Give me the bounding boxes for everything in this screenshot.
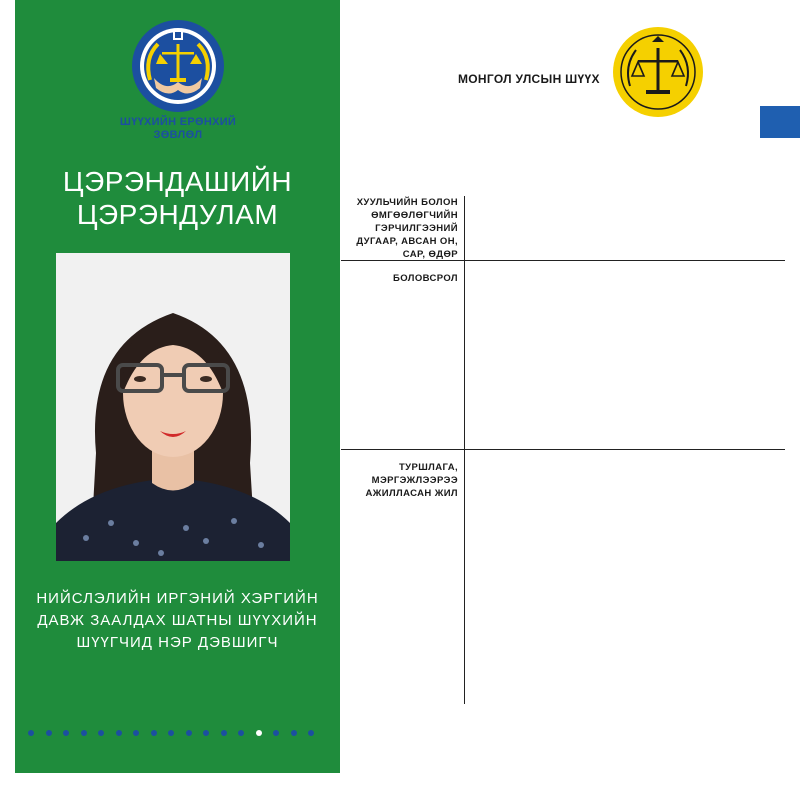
pagination-dot[interactable] (116, 730, 122, 736)
row-label-education (333, 272, 458, 285)
candidate-name (15, 165, 340, 231)
court-scales-emblem-icon (612, 26, 704, 118)
pagination-dot[interactable] (133, 730, 139, 736)
pagination-dot[interactable] (186, 730, 192, 736)
table-vertical-divider (464, 196, 465, 704)
table-divider-2 (341, 449, 785, 450)
row-label-license (333, 196, 458, 261)
court-label: МОНГОЛ УЛСЫН ШҮҮХ (458, 72, 600, 86)
caption-line1: НИЙСЛЭЛИЙН ИРГЭНИЙ ХЭРГИЙН (36, 590, 319, 607)
row-label-line: ГЭРЧИЛГЭЭНИЙ (375, 223, 458, 234)
pagination-dot[interactable] (256, 730, 262, 736)
pagination-dot[interactable] (151, 730, 157, 736)
row-label-line: БОЛОВСРОЛ (392, 273, 458, 284)
pagination-dot[interactable] (291, 730, 297, 736)
row-label-line: ТУРШЛАГА, (398, 462, 458, 473)
row-label-line: ДУГААР, АВСАН ОН, (356, 236, 458, 247)
row-label-line: САР, ӨДӨР (402, 249, 458, 260)
row-label-line: ӨМГӨӨЛӨГЧИЙН (371, 210, 458, 221)
council-name: ШҮҮХИЙН ЕРӨНХИЙ ЗӨВЛӨЛ (119, 116, 237, 141)
candidate-name-line1: ЦЭРЭНДАШИЙН (62, 166, 293, 197)
candidate-name-line2: ЦЭРЭНДУЛАМ (76, 199, 279, 230)
caption-line3: ШҮҮГЧИД НЭР ДЭВШИГЧ (76, 634, 279, 651)
pagination-dot[interactable] (221, 730, 227, 736)
row-label-line: АЖИЛЛАСАН ЖИЛ (365, 488, 458, 499)
pagination-dot[interactable] (81, 730, 87, 736)
candidate-caption (15, 588, 340, 654)
pagination-dot[interactable] (238, 730, 244, 736)
pagination-dots[interactable] (28, 730, 328, 740)
candidate-photo (56, 253, 290, 561)
pagination-dot[interactable] (63, 730, 69, 736)
caption-line2: ДАВЖ ЗААЛДАХ ШАТНЫ ШҮҮХИЙН (37, 612, 318, 629)
blue-tab-marker (760, 106, 800, 138)
row-label-line: МЭРГЭЖЛЭЭРЭЭ (371, 475, 458, 486)
pagination-dot[interactable] (28, 730, 34, 736)
pagination-dot[interactable] (98, 730, 104, 736)
pagination-dot[interactable] (308, 730, 314, 736)
portrait-image (56, 253, 290, 561)
pagination-dot[interactable] (168, 730, 174, 736)
row-label-experience (333, 461, 458, 500)
judicial-council-emblem-icon (130, 18, 226, 114)
row-label-line: ХУУЛЬЧИЙН БОЛОН (356, 197, 458, 208)
pagination-dot[interactable] (203, 730, 209, 736)
pagination-dot[interactable] (46, 730, 52, 736)
pagination-dot[interactable] (273, 730, 279, 736)
